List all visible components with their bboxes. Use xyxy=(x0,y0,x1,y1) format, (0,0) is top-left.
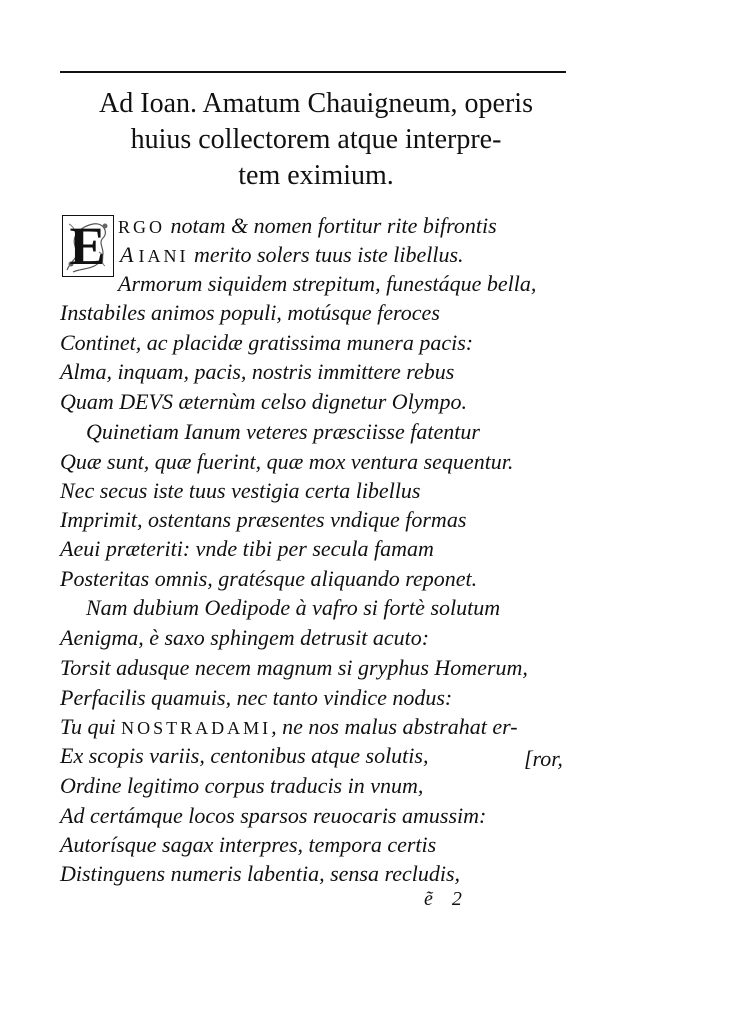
top-rule xyxy=(60,71,566,73)
verse-line: Alma, inquam, pacis, nostris immittere rebus xyxy=(60,359,455,384)
dedication-heading xyxy=(56,86,576,194)
margin-turnover: [ror, xyxy=(524,746,563,771)
verse-line: Aeui præteriti: vnde tibi per secula famam xyxy=(60,536,434,561)
verse-line: Ex scopis variis, centonibus atque solutis, xyxy=(60,743,429,768)
verse-line: Perfacilis quamuis, nec tanto vindice nodus: xyxy=(60,685,453,710)
verse-line: Armorum siquidem strepitum, funestáque bella, xyxy=(118,271,537,296)
verse-line: Ordine legitimo corpus traducis in vnum, xyxy=(60,773,424,798)
verse-line: Aenigma, è saxo sphingem detrusit acuto: xyxy=(60,625,430,650)
verse-smallcaps: NOSTRADAMI xyxy=(121,718,272,738)
signature-mark: ẽ 2 xyxy=(424,888,462,910)
drop-cap-letter: E xyxy=(69,216,106,276)
verse-line: Ad certámque locos sparsos reuocaris amussim: xyxy=(60,803,487,828)
verse-line: Continet, ac placidæ gratissima munera pacis: xyxy=(60,330,474,355)
verse-text: merito solers tuus iste libellus. xyxy=(188,242,464,267)
verse-line: Quæ sunt, quæ fuerint, quæ mox ventura sequentur. xyxy=(60,449,514,474)
verse-line: Distinguens numeris labentia, sensa recludis, xyxy=(60,861,461,886)
heading-line-1: Ad Ioan. Amatum Chauigneum, operis xyxy=(99,88,533,119)
verse-text: notam & nomen fortitur rite bifrontis xyxy=(165,213,497,238)
verse-line: Nam dubium Oedipode à vafro si fortè solutum xyxy=(86,595,501,620)
drop-cap-initial xyxy=(62,215,114,277)
verse-text: Tu qui xyxy=(60,714,122,739)
verse-line: Autorísque sagax interpres, tempora certis xyxy=(60,832,437,857)
verse-line: Torsit adusque necem magnum si gryphus Homerum, xyxy=(60,655,528,680)
verse-line: Posteritas omnis, gratésque aliquando reponet. xyxy=(60,566,478,591)
verse-line: Quinetiam Ianum veteres præsciisse fatentur xyxy=(86,419,480,444)
verse-smallcaps: RGO xyxy=(118,217,166,237)
verse-line: Instabiles animos populi, motúsque feroces xyxy=(60,300,440,325)
verse-line: Nec secus iste tuus vestigia certa libellus xyxy=(60,478,421,503)
verse-line: Quam DEVS æternùm celso dignetur Olympo. xyxy=(60,389,467,414)
verse-text: , ne nos malus abstrahat er- xyxy=(271,714,518,739)
verse-line-2 xyxy=(120,241,464,270)
verse-line: Imprimit, ostentans præsentes vndique formas xyxy=(60,507,467,532)
verse-smallcaps: IANI xyxy=(138,246,189,266)
verse-text: A xyxy=(120,242,139,267)
verse-line-nostradami xyxy=(60,713,518,742)
verse-line-1 xyxy=(118,212,497,241)
heading-line-3: tem eximium. xyxy=(238,160,394,191)
heading-line-2: huius collectorem atque interpre- xyxy=(130,124,502,155)
